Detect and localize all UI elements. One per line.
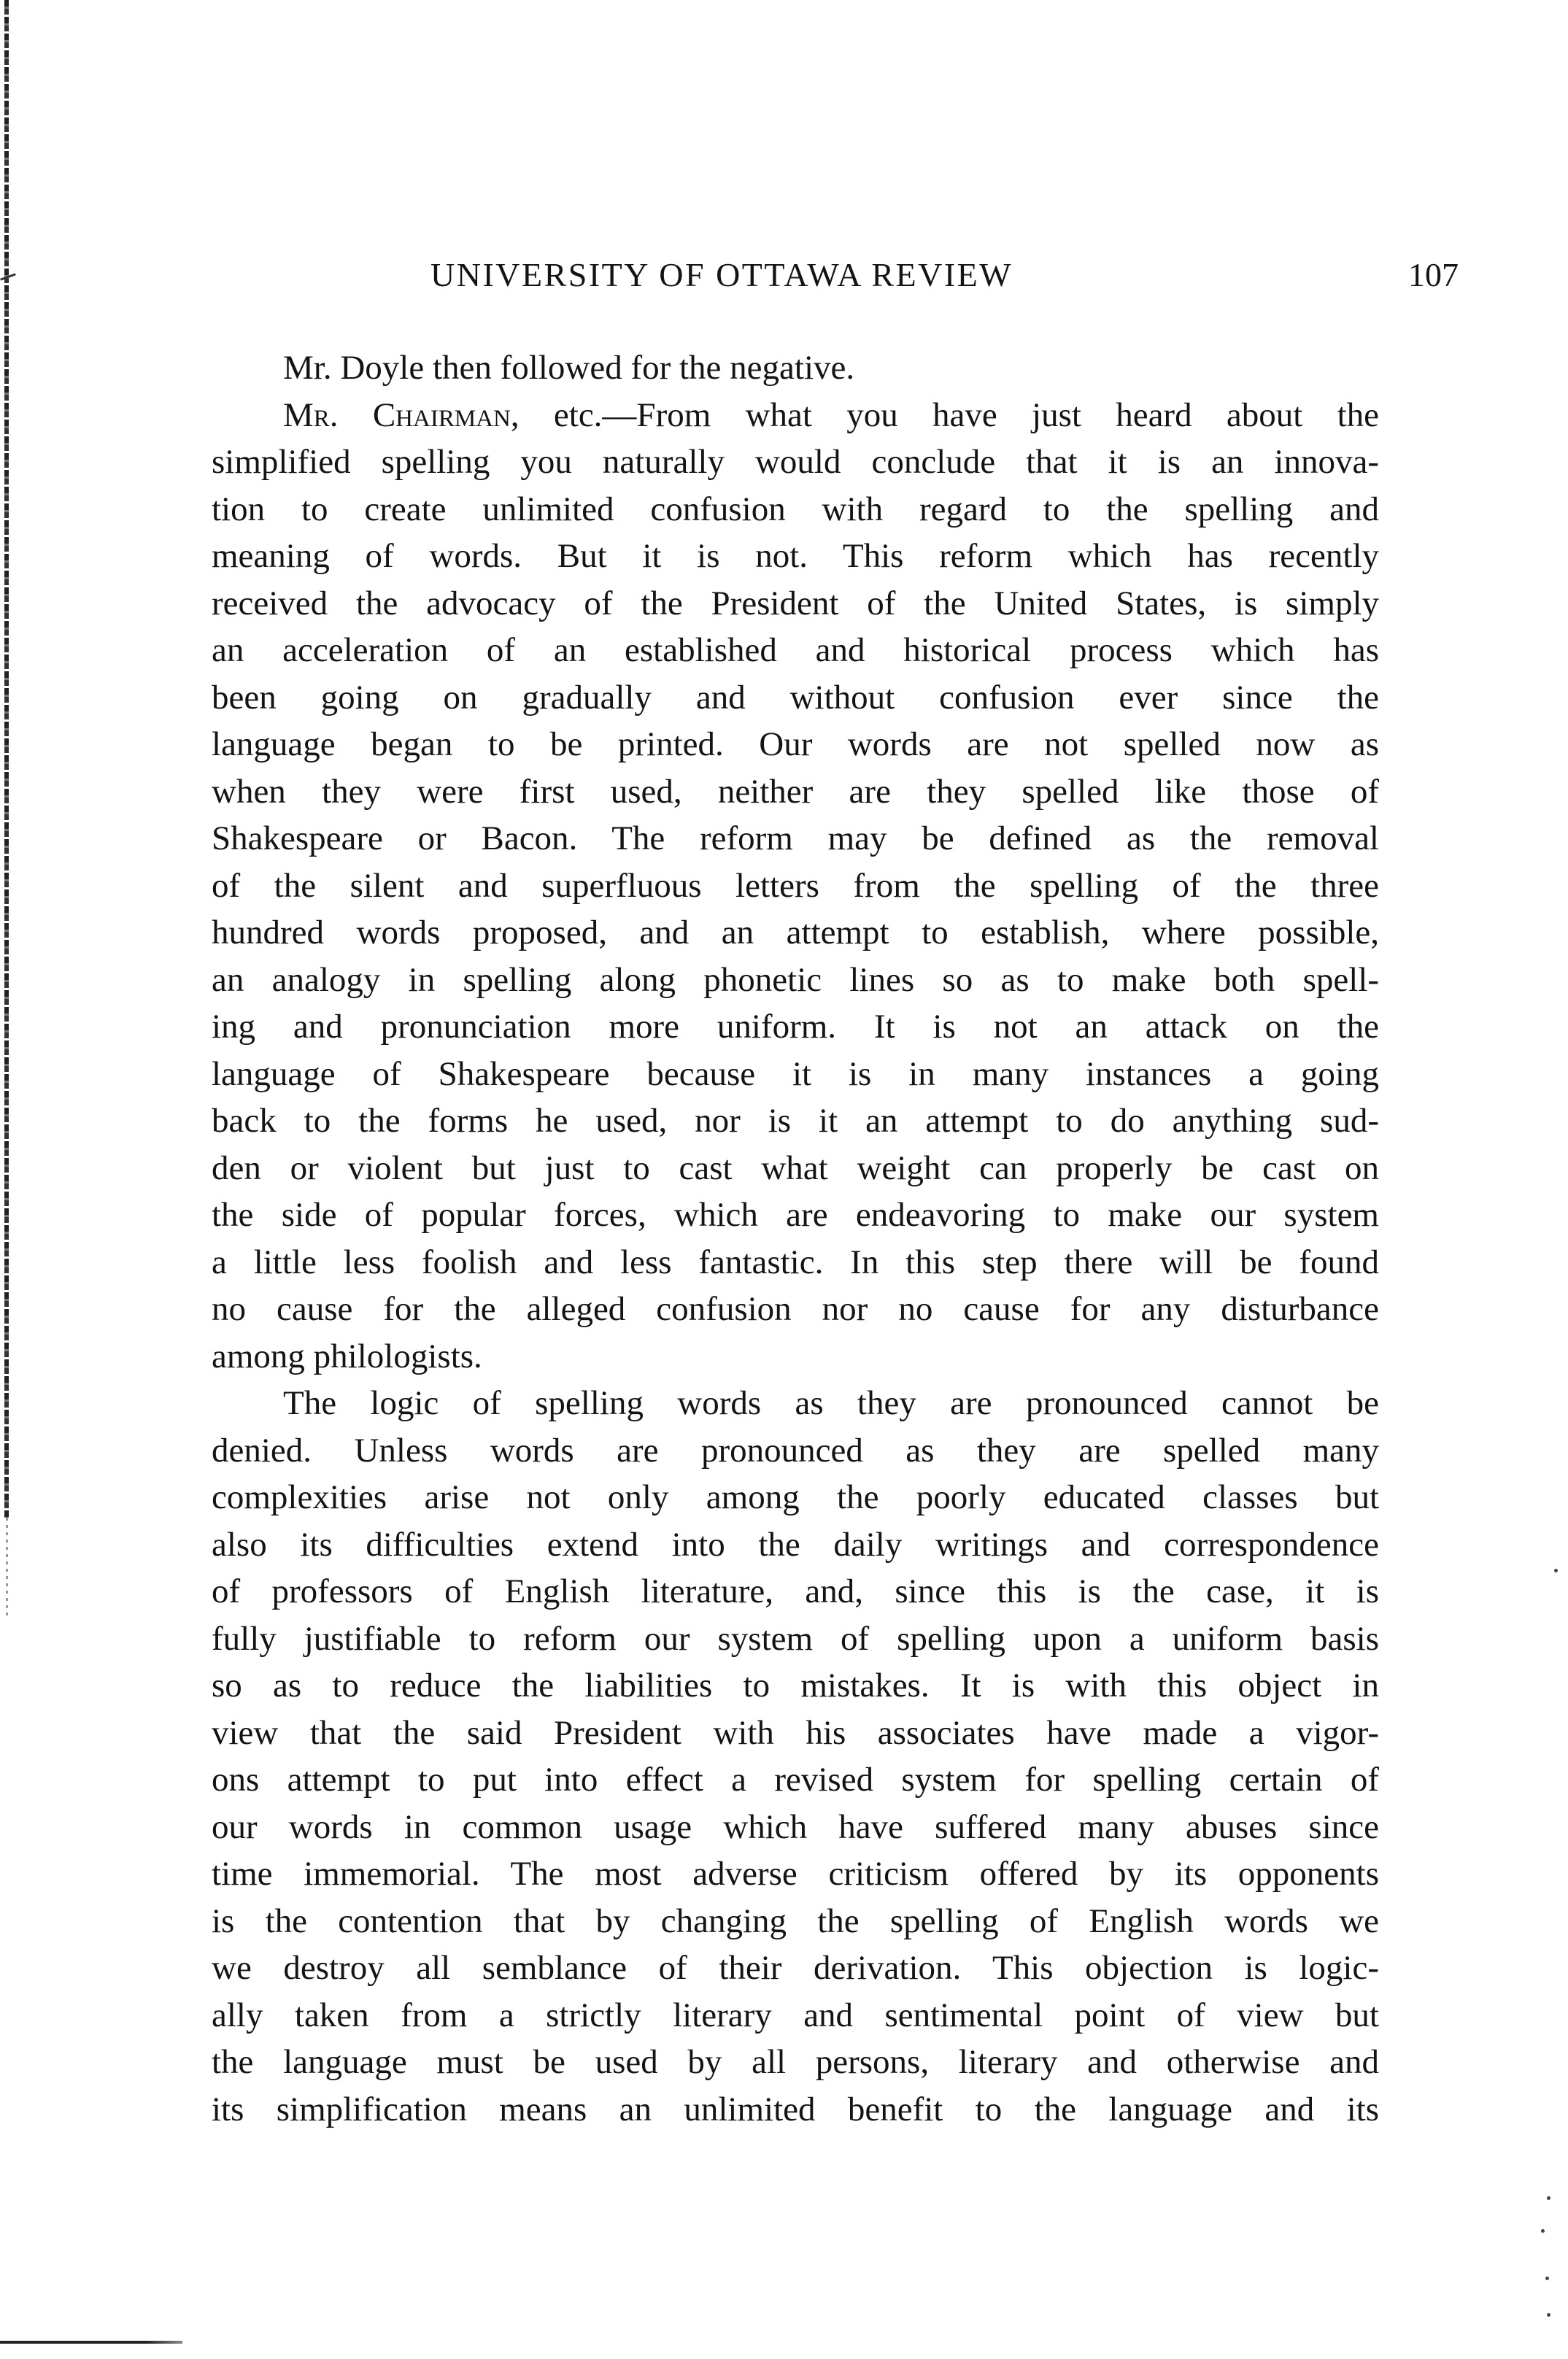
- text-line: we destroy all semblance of their derivation. This objection is logic-: [212, 1949, 1379, 1987]
- bottom-rule: [0, 2341, 182, 2344]
- text-line: hundred words proposed, and an attempt to establish, where possible,: [212, 914, 1379, 951]
- text-line: The logic of spelling words as they are pronounced cannot be: [283, 1384, 1379, 1422]
- text-line: ons attempt to put into effect a revised system for spelling certain of: [212, 1761, 1379, 1799]
- scan-speck: [1547, 2313, 1550, 2317]
- article-body: [212, 344, 1379, 2133]
- text-line: [212, 392, 1379, 439]
- text-line: no cause for the alleged confusion nor no cause for any disturbance: [212, 1290, 1379, 1328]
- journal-title: UNIVERSITY OF OTTAWA REVIEW: [430, 256, 1013, 293]
- text-line: view that the said President with his associates have made a vigor-: [212, 1713, 1379, 1752]
- text-line: back to the forms he used, nor is it an attempt to do anything sud-: [212, 1102, 1379, 1140]
- text-line: language began to be printed. Our words are not spelled now as: [212, 725, 1379, 763]
- text-line: our words in common usage which have suffered many abuses since: [212, 1807, 1379, 1846]
- scan-speck: [1554, 1569, 1558, 1572]
- text-line: den or violent but just to cast what weight can properly be cast on: [212, 1148, 1379, 1187]
- text-line: meaning of words. But it is not. This reform which has recently: [212, 537, 1379, 575]
- text-line: the side of popular forces, which are endeavoring to make our system: [212, 1196, 1379, 1234]
- text-line: so as to reduce the liabilities to mistakes. It is with this object in: [212, 1667, 1379, 1704]
- text-line: simplified spelling you naturally would conclude that it is an innova-: [212, 443, 1379, 481]
- running-header: [430, 255, 1525, 306]
- text-line: is the contention that by changing the spelling of English words we: [212, 1902, 1379, 1940]
- text-line: of the silent and superfluous letters from the spelling of the three: [212, 866, 1379, 905]
- text-line: of professors of English literature, and, since this is the case, it is: [212, 1572, 1379, 1610]
- text-line: ally taken from a strictly literary and sentimental point of view but: [212, 1996, 1379, 2034]
- text-line: language of Shakespeare because it is in many instances a going: [212, 1054, 1379, 1093]
- text-line: ing and pronunciation more uniform. It is not an attack on the: [212, 1008, 1379, 1046]
- text-line: complexities arise not only among the poorly educated classes but: [212, 1478, 1379, 1516]
- scan-speck: [1545, 2277, 1549, 2280]
- text-line: denied. Unless words are pronounced as they are spelled many: [212, 1431, 1379, 1470]
- text-line: when they were first used, neither are they spelled like those of: [212, 772, 1379, 811]
- text-line: also its difficulties extend into the daily writings and correspondence: [212, 1525, 1379, 1564]
- text-line: tion to create unlimited confusion with regard to the spelling and: [212, 490, 1379, 528]
- text-line: a little less foolish and less fantastic. In this step there will be found: [212, 1243, 1379, 1281]
- text-line-content: etc.—From what you have just heard about the: [553, 395, 1379, 434]
- speaker-intro: Mr. Doyle then followed for the negative.: [283, 349, 855, 387]
- text-line: among philologists.: [212, 1337, 482, 1375]
- scan-speck: [1547, 2196, 1550, 2200]
- text-line: an acceleration of an established and historical process which has: [212, 631, 1379, 669]
- scan-speck: [1541, 2229, 1545, 2233]
- text-line: time immemorial. The most adverse criticism offered by its opponents: [212, 1855, 1379, 1893]
- text-line: been going on gradually and without confusion ever since the: [212, 678, 1379, 717]
- address-opening: Mr. Chairman,: [283, 395, 520, 434]
- text-line: the language must be used by all persons, literary and otherwise and: [212, 2043, 1379, 2081]
- text-line: received the advocacy of the President of the United States, is simply: [212, 584, 1379, 622]
- text-line: Shakespeare or Bacon. The reform may be defined as the removal: [212, 819, 1379, 857]
- binding-edge-faint: [6, 1518, 8, 1620]
- text-line: its simplification means an unlimited benefit to the language and its: [212, 2090, 1379, 2128]
- binding-edge-shadow: [4, 0, 9, 1518]
- page-number: 107: [1408, 256, 1459, 293]
- text-line: an analogy in spelling along phonetic lines so as to make both spell-: [212, 960, 1379, 999]
- text-line: fully justifiable to reform our system of spelling upon a uniform basis: [212, 1619, 1379, 1658]
